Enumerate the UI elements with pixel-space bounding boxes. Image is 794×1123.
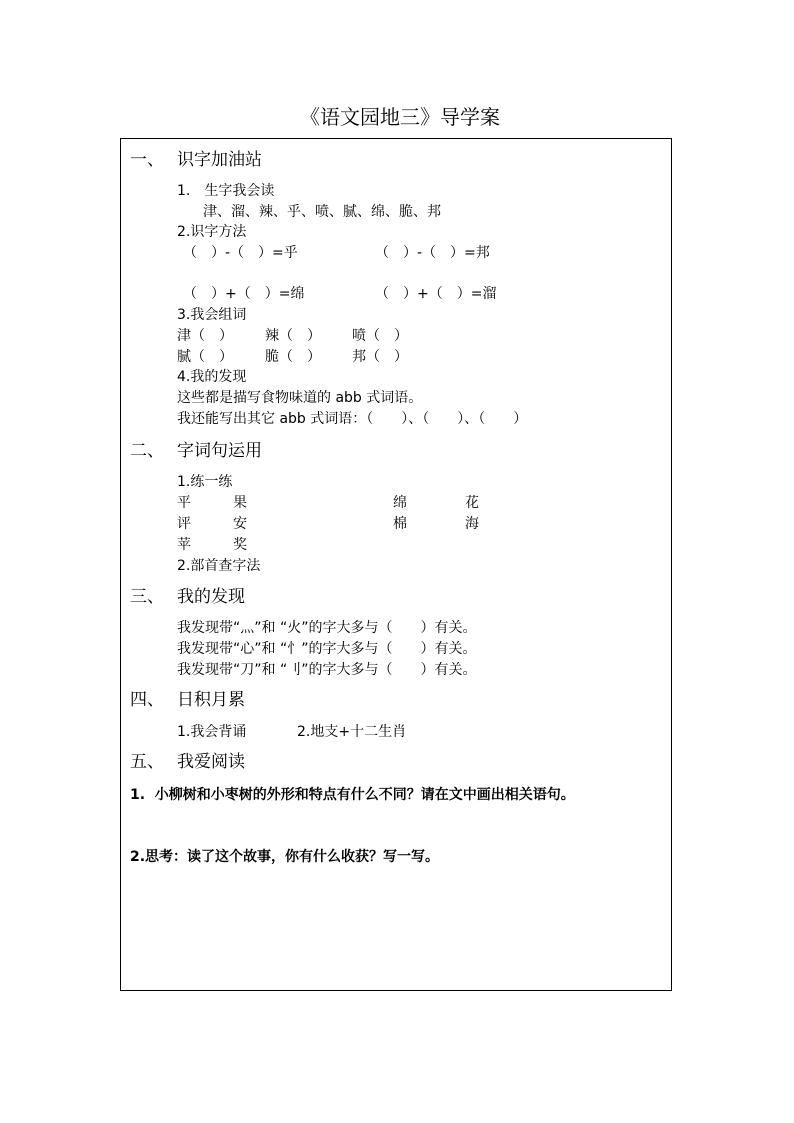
s2-grid-char: 评 bbox=[177, 516, 191, 532]
s1-sub-discovery: 4.我的发现 bbox=[177, 369, 247, 385]
s2-sub-radical: 2.部首查字法 bbox=[177, 558, 261, 574]
s3-line-1: 我发现带“灬”和 “火”的字大多与（ ）有关。 bbox=[177, 620, 477, 636]
s1-equation-4: （ ）+（ ）=溜 bbox=[375, 286, 497, 302]
s2-grid-char: 安 bbox=[233, 516, 247, 532]
s5-question-2: 2.思考：读了这个故事，你有什么收获？写一写。 bbox=[130, 849, 440, 865]
s2-grid-char: 平 bbox=[177, 495, 191, 511]
s4-item-2: 2.地支+十二生肖 bbox=[297, 724, 407, 740]
section-1-number: 一、 bbox=[130, 150, 164, 170]
s2-grid-char: 奖 bbox=[233, 537, 247, 553]
section-4-number: 四、 bbox=[130, 690, 164, 710]
s2-sub-practice: 1.练一练 bbox=[177, 474, 233, 490]
s2-grid-char: 绵 bbox=[393, 495, 407, 511]
s5-question-1: 1. 小柳树和小枣树的外形和特点有什么不同？请在文中画出相关语句。 bbox=[130, 787, 575, 803]
section-2-number: 二、 bbox=[130, 441, 164, 461]
s3-line-2: 我发现带“心”和 “忄”的字大多与（ ）有关。 bbox=[177, 641, 477, 657]
s1-sub-method: 2.识字方法 bbox=[177, 224, 247, 240]
s1-discovery-2: 我还能写出其它 abb 式词语：（ ）、（ ）、（ ） bbox=[177, 411, 528, 427]
s1-equation-1: （ ）-（ ）=乎 bbox=[183, 245, 298, 261]
s1-word-5: 脆（ ） bbox=[265, 349, 321, 365]
s3-line-3: 我发现带“刀”和 “刂”的字大多与（ ）有关。 bbox=[177, 662, 477, 678]
section-5-heading: 我爱阅读 bbox=[177, 752, 245, 772]
s1-word-4: 腻（ ） bbox=[177, 349, 233, 365]
s1-word-2: 辣（ ） bbox=[265, 328, 321, 344]
s1-word-1: 津（ ） bbox=[177, 328, 233, 344]
s1-word-6: 邦（ ） bbox=[352, 349, 408, 365]
s4-item-1: 1.我会背诵 bbox=[177, 724, 247, 740]
section-2-heading: 字词句运用 bbox=[177, 441, 262, 461]
s2-grid-char: 棉 bbox=[393, 516, 407, 532]
s1-equation-2: （ ）-（ ）=邦 bbox=[375, 245, 490, 261]
section-5-number: 五、 bbox=[130, 752, 164, 772]
section-1-heading: 识字加油站 bbox=[177, 150, 262, 170]
section-3-number: 三、 bbox=[130, 587, 164, 607]
s2-grid-char: 花 bbox=[465, 495, 479, 511]
section-4-heading: 日积月累 bbox=[177, 690, 245, 710]
s1-word-3: 喷（ ） bbox=[352, 328, 408, 344]
s2-grid-char: 苹 bbox=[177, 537, 191, 553]
section-3-heading: 我的发现 bbox=[177, 587, 245, 607]
s1-discovery-1: 这些都是描写食物味道的 abb 式词语。 bbox=[177, 390, 423, 406]
page-title: 《语文园地三》导学案 bbox=[300, 105, 500, 129]
s2-grid-char: 海 bbox=[465, 516, 479, 532]
s1-sub-read: 1. 生字我会读 bbox=[177, 183, 275, 199]
s1-new-chars: 津、溜、辣、乎、喷、腻、绵、脆、邦 bbox=[203, 204, 441, 220]
s2-grid-char: 果 bbox=[233, 495, 247, 511]
s1-equation-3: （ ）+（ ）=绵 bbox=[183, 286, 305, 302]
s1-sub-words: 3.我会组词 bbox=[177, 307, 247, 323]
worksheet-box bbox=[120, 138, 672, 991]
